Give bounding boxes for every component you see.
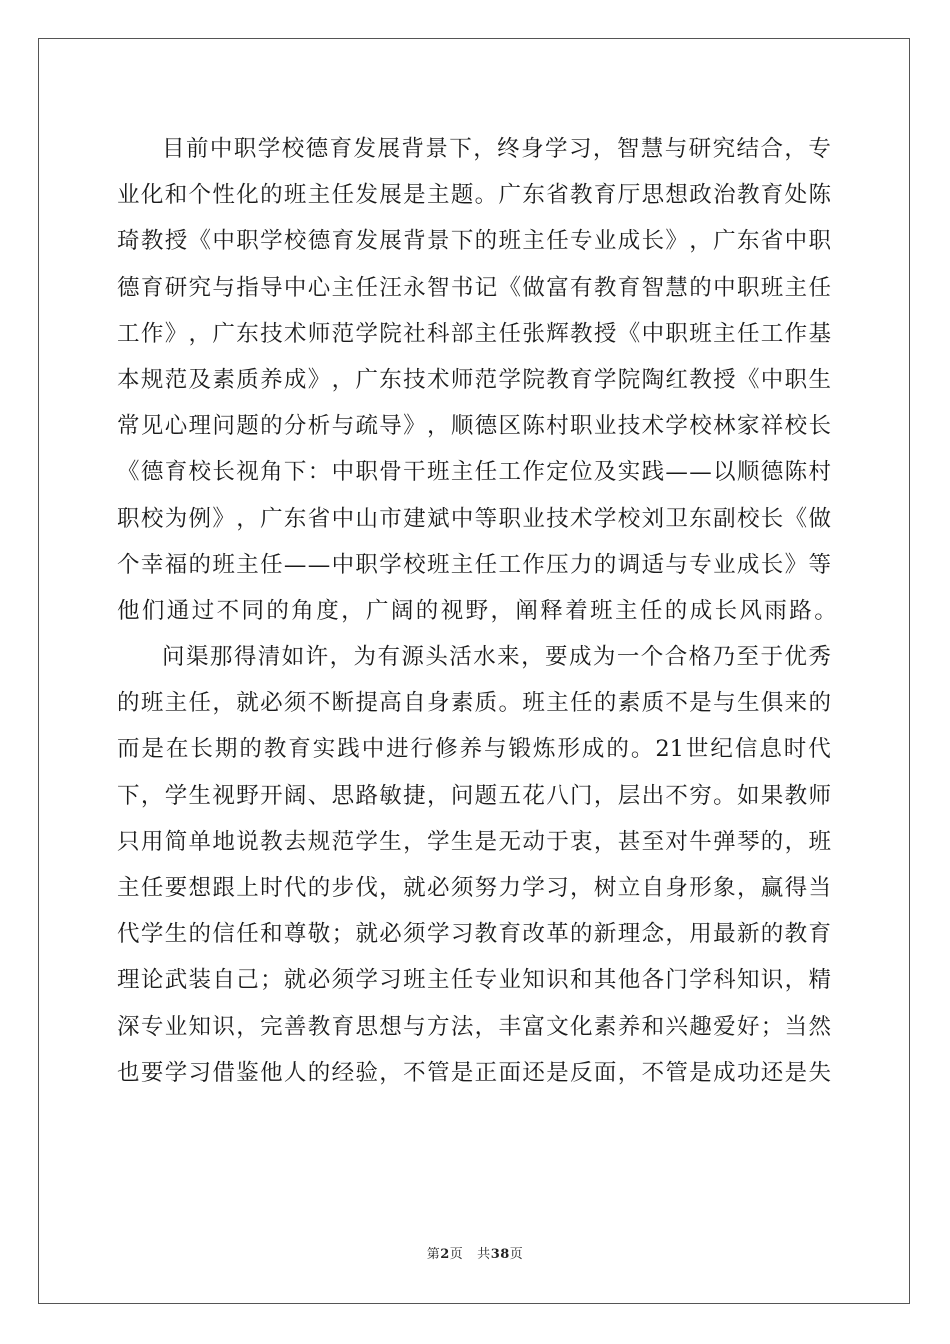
text-line: 琦 教 授 《 中 职 学 校 德 育 发 展 背 景 下 的 班 主 任 专 业 成 长 》 ， 广 东 省 中 职	[117, 228, 831, 255]
text-line: 本 规 范 及 素 质 养 成 》 ， 广 东 技 术 师 范 学 院 教 育 学 院 陶 红 教 授 《 中 职 生	[117, 366, 831, 393]
footer-prefix: 第	[426, 1247, 441, 1262]
page-number: 2	[440, 1247, 450, 1262]
text-line: 工 作 》 ， 广 东 技 术 师 范 学 院 社 科 部 主 任 张 辉 教 授 《 中 职 班 主 任 工 作 基	[117, 320, 831, 347]
footer-total-prefix: 共	[477, 1247, 491, 1262]
text-line: 主 任 要 想 跟 上 时 代 的 步 伐 ， 就 必 须 努 力 学 习 ， 树 立 自 身 形 象 ， 赢 得 当	[117, 875, 831, 901]
text-line: 而 是 在 长 期 的 教 育 实 践 中 进 行 修 养 与 锻 炼 形 成 的 。 21 世 纪 信 息 时 代	[117, 736, 831, 763]
text-line: 业 化 和 个 性 化 的 班 主 任 发 展 是 主 题 。 广 东 省 教 育 厅 思 想 政 治 教 育 处 陈	[117, 182, 831, 209]
footer-total-unit: 页	[509, 1247, 524, 1262]
text-line: 只 用 简 单 地 说 教 去 规 范 学 生 ， 学 生 是 无 动 于 衷 ， 甚 至 对 牛 弹 琴 的 ， 班	[117, 828, 831, 855]
paragraph	[117, 634, 831, 1096]
text-line: 深 专 业 知 识 ， 完 善 教 育 思 想 与 方 法 ， 丰 富 文 化 素 养 和 兴 趣 爱 好 ； 当 然	[117, 1013, 831, 1040]
page-footer	[0, 1243, 950, 1262]
text-line: 的 班 主 任 ， 就 必 须 不 断 提 高 自 身 素 质 。 班 主 任 的 素 质 不 是 与 生 俱 来 的	[117, 690, 831, 717]
text-line: 他们通过不同的角度，广阔的视野，阐释着班主任的成长风雨路。	[117, 597, 840, 624]
text-line: 《 德 育 校 长 视 角 下 ： 中 职 骨 干 班 主 任 工 作 定 位 及 实 践 — — 以 顺 德 陈 村	[117, 459, 831, 486]
text-line: 常 见 心 理 问 题 的 分 析 与 疏 导 》 ， 顺 德 区 陈 村 职 业 技 术 学 校 林 家 祥 校 长	[117, 413, 831, 440]
total-pages: 38	[490, 1247, 510, 1262]
text-line: 个 幸 福 的 班 主 任 — — 中 职 学 校 班 主 任 工 作 压 力 的 调 适 与 专 业 成 长 》 等	[117, 551, 831, 578]
text-line: 理 论 武 装 自 己 ； 就 必 须 学 习 班 主 任 专 业 知 识 和 其 他 各 门 学 科 知 识 ， 精	[117, 967, 831, 994]
text-line: 目 前 中 职 学 校 德 育 发 展 背 景 下 ， 终 身 学 习 ， 智 慧 与 研 究 结 合 ， 专	[162, 136, 831, 162]
text-line: 职 校 为 例 》 ， 广 东 省 中 山 市 建 斌 中 等 职 业 技 术 学 校 刘 卫 东 副 校 长 《 做	[117, 505, 831, 532]
paragraph	[117, 126, 840, 634]
text-line: 问 渠 那 得 清 如 许 ， 为 有 源 头 活 水 来 ， 要 成 为 一 个 合 格 乃 至 于 优 秀	[162, 644, 831, 671]
text-line: 下 ， 学 生 视 野 开 阔 、 思 路 敏 捷 ， 问 题 五 花 八 门 ， 层 出 不 穷 。 如 果 教 师	[117, 782, 831, 809]
footer-page-unit: 页	[449, 1247, 464, 1262]
text-line: 德 育 研 究 与 指 导 中 心 主 任 汪 永 智 书 记 《 做 富 有 教 育 智 慧 的 中 职 班 主 任	[117, 274, 831, 301]
text-line: 也 要 学 习 借 鉴 他 人 的 经 验 ， 不 管 是 正 面 还 是 反 面 ， 不 管 是 成 功 还 是 失	[117, 1059, 831, 1086]
document-body	[117, 126, 840, 1096]
text-line: 代 学 生 的 信 任 和 尊 敬 ； 就 必 须 学 习 教 育 改 革 的 新 理 念 ， 用 最 新 的 教 育	[117, 921, 831, 948]
